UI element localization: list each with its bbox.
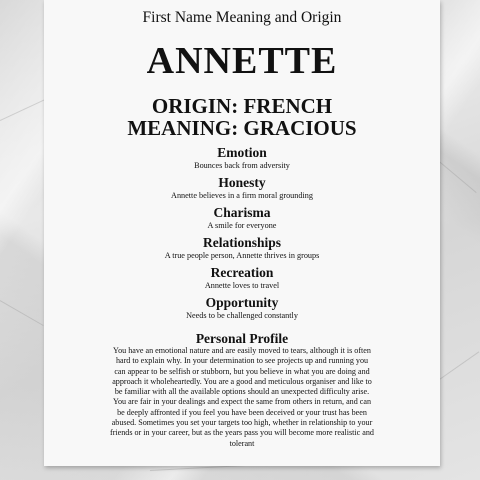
first-name-heading: ANNETTE — [146, 40, 338, 82]
trait-description: Annette believes in a firm moral grounding — [171, 191, 313, 200]
personal-profile-text: You have an emotional nature and are easily moved to tears, although it is often hard to explain why. In your determination to see projects up and running you can appear to be selfish or stubborn, but you believe in what you are doing and approach it wholeheartedly. You are a good and meticulous organiser and like to be familiar with all the available options should an unexpected difficulty arise. You are fair in your dealings and expect the same from others in return, and can be deeply affronted if you feel you have been deceived or your trust has been abused. Sometimes you set your targets too high, whether in relationship to your friends or in your career, but as the years pass you will become more realistic and tolerant — [110, 346, 374, 448]
trait-description: A true people person, Annette thrives in groups — [164, 251, 320, 260]
document-page — [44, 0, 440, 466]
marble-vein — [438, 351, 480, 380]
marble-vein — [438, 160, 477, 193]
marble-vein — [0, 300, 44, 326]
origin-heading: ORIGIN: FRENCH — [151, 94, 333, 118]
trait-description: A smile for everyone — [207, 221, 277, 230]
trait-recreation — [44, 266, 440, 291]
trait-title: Relationships — [202, 235, 282, 250]
personal-profile-heading: Personal Profile — [195, 331, 289, 346]
trait-description: Annette loves to travel — [204, 281, 280, 290]
trait-title: Honesty — [218, 175, 266, 190]
trait-relationships — [44, 236, 440, 261]
trait-charisma — [44, 206, 440, 231]
trait-description: Needs to be challenged constantly — [186, 311, 298, 320]
trait-title: Charisma — [213, 205, 271, 220]
trait-honesty — [44, 176, 440, 201]
trait-opportunity — [44, 296, 440, 321]
trait-title: Opportunity — [205, 295, 279, 310]
trait-emotion — [44, 146, 440, 171]
trait-title: Emotion — [217, 145, 267, 160]
meaning-heading: MEANING: GRACIOUS — [127, 116, 357, 140]
trait-title: Recreation — [210, 265, 274, 280]
document-header-title: First Name Meaning and Origin — [142, 9, 342, 26]
trait-description: Bounces back from adversity — [194, 161, 290, 170]
